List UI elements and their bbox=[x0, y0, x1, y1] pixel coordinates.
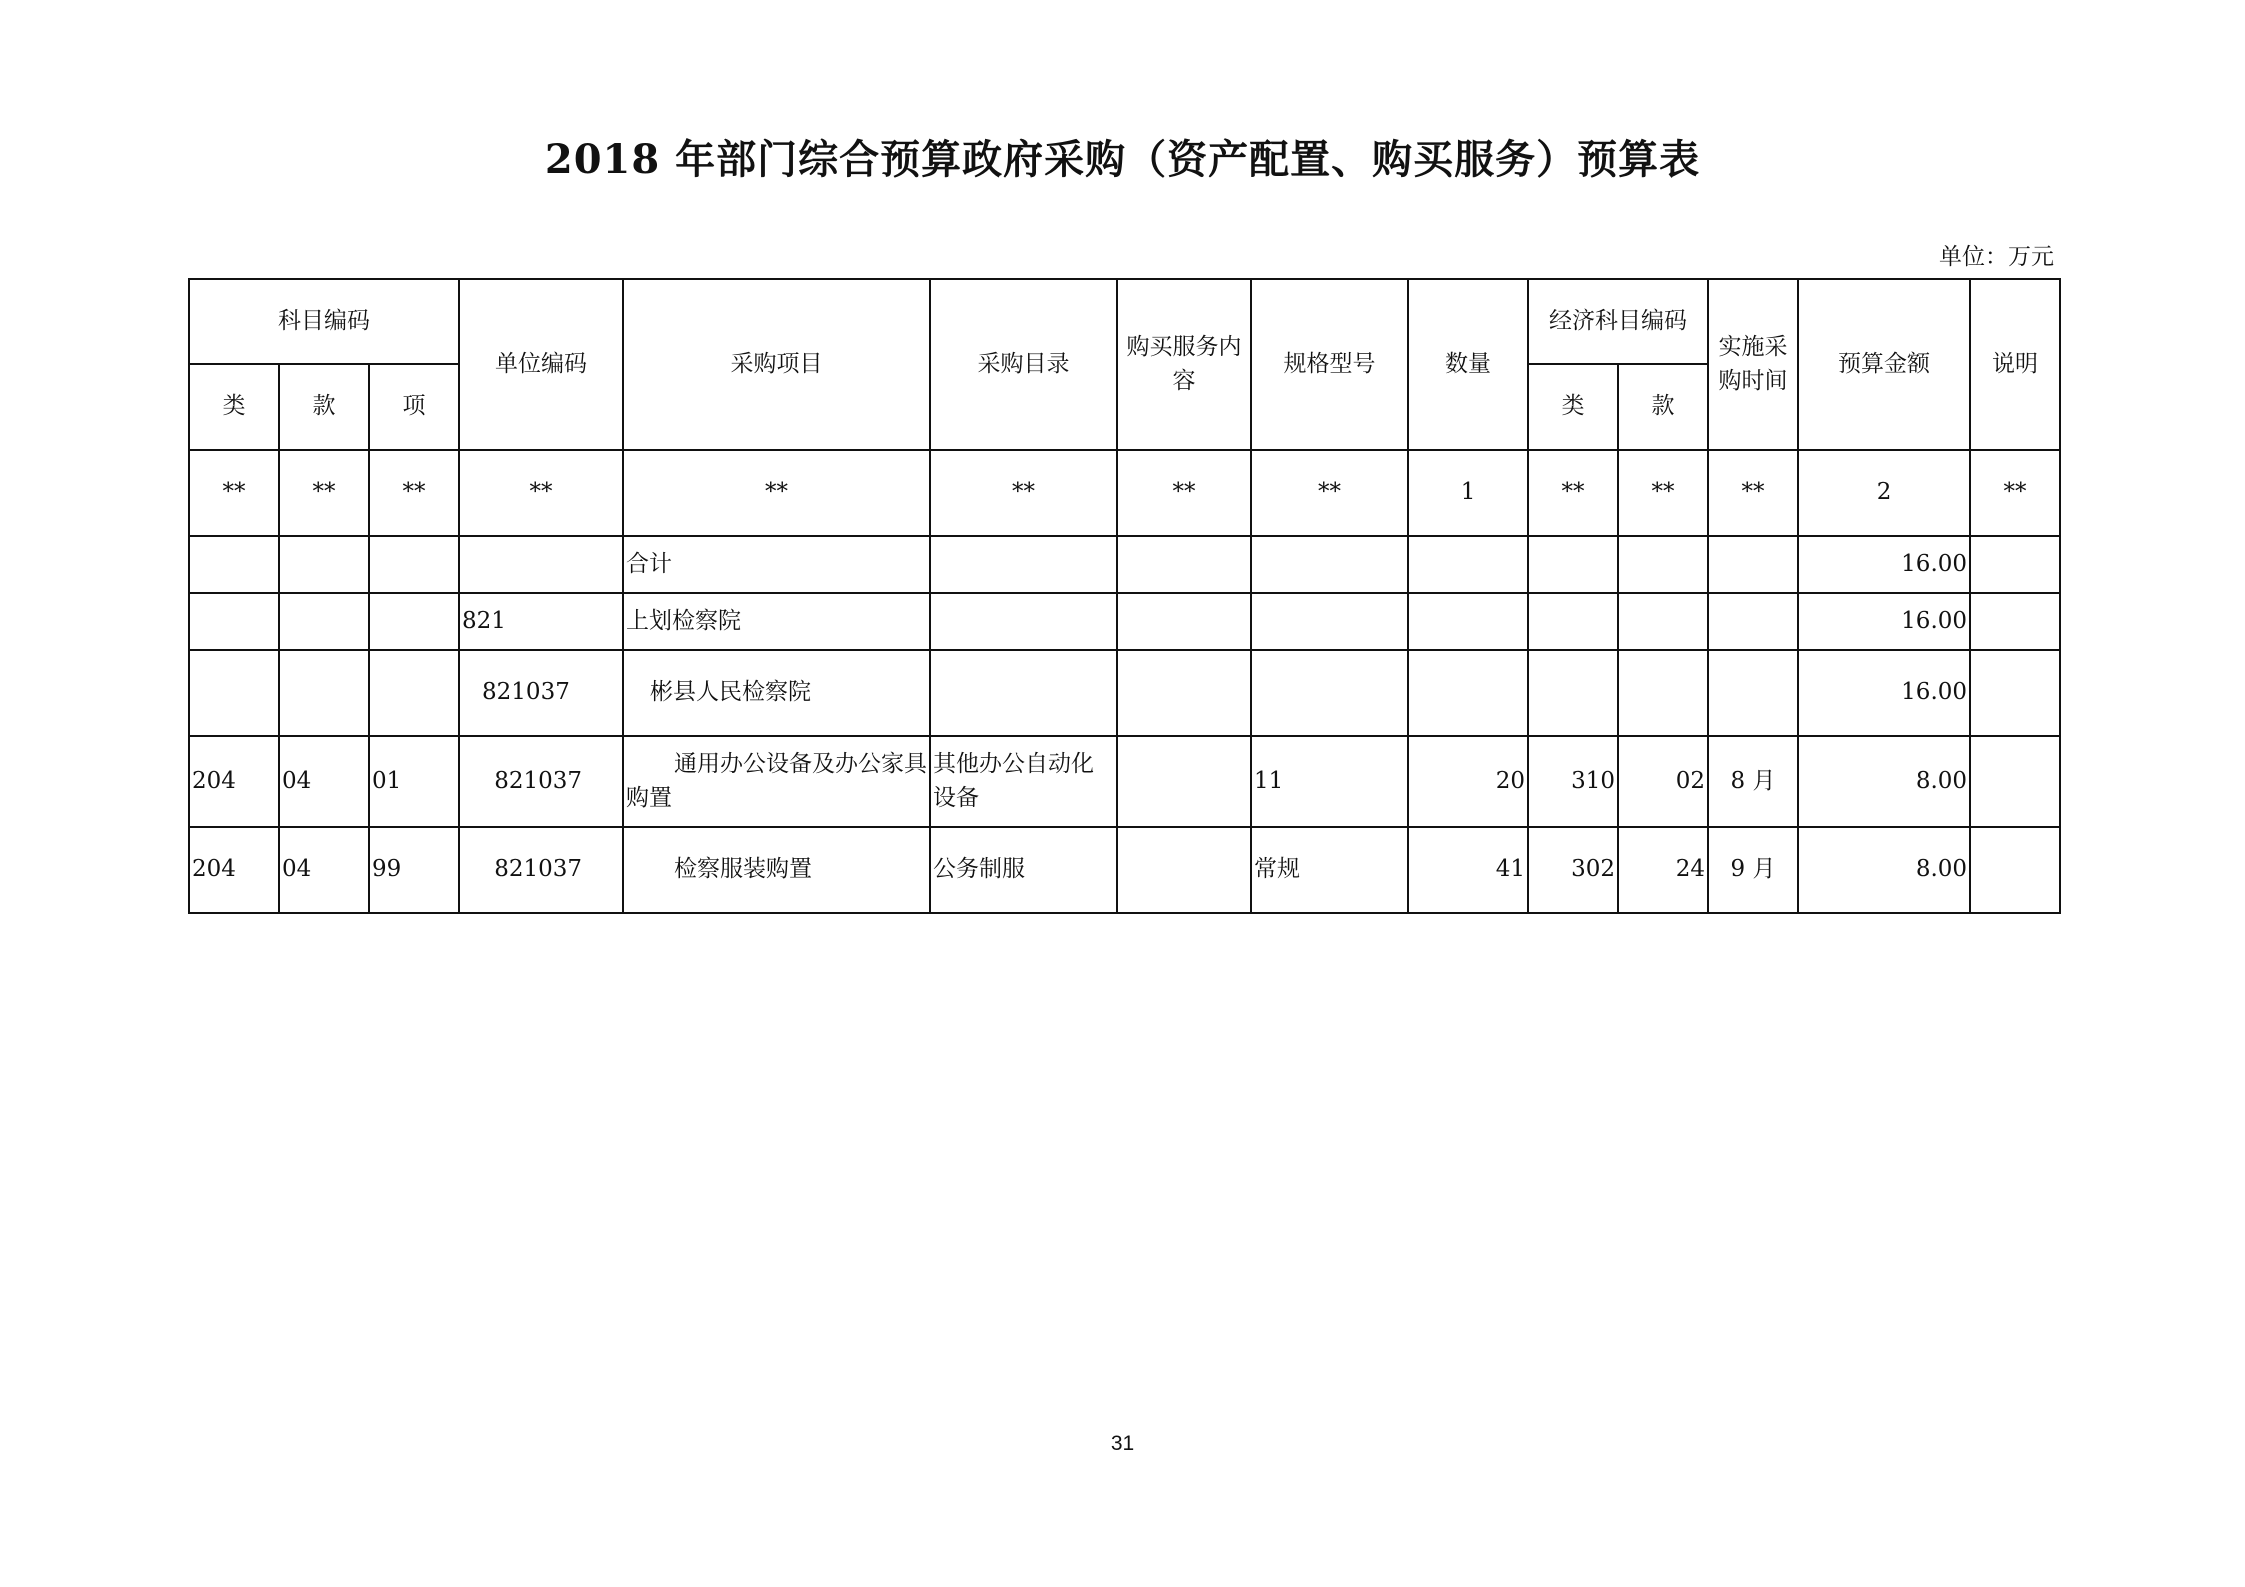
header-budget-amount: 预算金额 bbox=[1798, 279, 1970, 450]
cell-lei bbox=[189, 593, 279, 650]
marker-cell: ** bbox=[1251, 450, 1408, 536]
cell-amount: 8.00 bbox=[1798, 736, 1970, 827]
cell-econ-kuan: 02 bbox=[1618, 736, 1708, 827]
cell-kuan bbox=[279, 593, 369, 650]
marker-cell: 2 bbox=[1798, 450, 1970, 536]
marker-cell: ** bbox=[1708, 450, 1798, 536]
header-procurement-catalog: 采购目录 bbox=[930, 279, 1117, 450]
cell-econ-lei bbox=[1528, 536, 1618, 593]
cell-xiang bbox=[369, 650, 459, 736]
page-number: 31 bbox=[1110, 1432, 1135, 1455]
cell-catalog bbox=[930, 593, 1117, 650]
header-procurement-item: 采购项目 bbox=[623, 279, 930, 450]
table-row bbox=[189, 650, 2060, 736]
cell-kuan bbox=[279, 536, 369, 593]
cell-xiang bbox=[369, 536, 459, 593]
marker-cell: ** bbox=[189, 450, 279, 536]
header-spec-model: 规格型号 bbox=[1251, 279, 1408, 450]
header-impl-time: 实施采购时间 bbox=[1708, 279, 1798, 450]
cell-time bbox=[1708, 536, 1798, 593]
cell-service bbox=[1117, 593, 1251, 650]
cell-remark bbox=[1970, 650, 2060, 736]
cell-item: 彬县人民检察院 bbox=[623, 650, 930, 736]
cell-remark bbox=[1970, 736, 2060, 827]
marker-cell: ** bbox=[459, 450, 623, 536]
cell-econ-lei: 302 bbox=[1528, 827, 1618, 913]
cell-econ-lei bbox=[1528, 593, 1618, 650]
cell-amount: 16.00 bbox=[1798, 536, 1970, 593]
marker-cell: ** bbox=[623, 450, 930, 536]
cell-time bbox=[1708, 593, 1798, 650]
header-kuan: 款 bbox=[279, 364, 369, 450]
cell-time: 8 月 bbox=[1708, 736, 1798, 827]
cell-lei: 204 bbox=[189, 736, 279, 827]
cell-service bbox=[1117, 736, 1251, 827]
cell-amount: 16.00 bbox=[1798, 650, 1970, 736]
cell-unit-code: 821037 bbox=[459, 827, 623, 913]
marker-cell: ** bbox=[279, 450, 369, 536]
header-row-1 bbox=[189, 279, 2060, 364]
cell-econ-kuan bbox=[1618, 650, 1708, 736]
cell-remark bbox=[1970, 827, 2060, 913]
cell-xiang: 99 bbox=[369, 827, 459, 913]
table-row bbox=[189, 827, 2060, 913]
header-unit-code: 单位编码 bbox=[459, 279, 623, 450]
cell-lei: 204 bbox=[189, 827, 279, 913]
cell-unit-code: 821037 bbox=[459, 736, 623, 827]
cell-spec bbox=[1251, 650, 1408, 736]
cell-item: 合计 bbox=[623, 536, 930, 593]
header-lei: 类 bbox=[189, 364, 279, 450]
table-row bbox=[189, 536, 2060, 593]
header-subject-code: 科目编码 bbox=[189, 279, 459, 364]
cell-item bbox=[623, 736, 930, 827]
cell-spec: 11 bbox=[1251, 736, 1408, 827]
header-econ-code: 经济科目编码 bbox=[1528, 279, 1708, 364]
cell-unit-code: 821 bbox=[459, 593, 623, 650]
header-quantity: 数量 bbox=[1408, 279, 1528, 450]
table-row bbox=[189, 736, 2060, 827]
cell-catalog: 公务制服 bbox=[930, 827, 1117, 913]
cell-service bbox=[1117, 536, 1251, 593]
cell-qty bbox=[1408, 650, 1528, 736]
cell-catalog: 其他办公自动化设备 bbox=[930, 736, 1117, 827]
cell-qty: 20 bbox=[1408, 736, 1528, 827]
cell-time bbox=[1708, 650, 1798, 736]
marker-cell: ** bbox=[1618, 450, 1708, 536]
cell-unit-code: 821037 bbox=[459, 650, 623, 736]
marker-cell: 1 bbox=[1408, 450, 1528, 536]
header-xiang: 项 bbox=[369, 364, 459, 450]
cell-lei bbox=[189, 650, 279, 736]
cell-amount: 16.00 bbox=[1798, 593, 1970, 650]
header-service-content: 购买服务内容 bbox=[1117, 279, 1251, 450]
header-econ-lei: 类 bbox=[1528, 364, 1618, 450]
marker-cell: ** bbox=[930, 450, 1117, 536]
cell-item: 检察服装购置 bbox=[623, 827, 930, 913]
cell-catalog bbox=[930, 536, 1117, 593]
cell-item-text: 通用办公设备及办公家具购置 bbox=[626, 751, 928, 811]
marker-cell: ** bbox=[369, 450, 459, 536]
header-remark: 说明 bbox=[1970, 279, 2060, 450]
cell-qty bbox=[1408, 593, 1528, 650]
cell-catalog bbox=[930, 650, 1117, 736]
cell-spec: 常规 bbox=[1251, 827, 1408, 913]
cell-qty: 41 bbox=[1408, 827, 1528, 913]
cell-remark bbox=[1970, 593, 2060, 650]
cell-econ-lei: 310 bbox=[1528, 736, 1618, 827]
cell-qty bbox=[1408, 536, 1528, 593]
cell-service bbox=[1117, 827, 1251, 913]
cell-time: 9 月 bbox=[1708, 827, 1798, 913]
cell-amount: 8.00 bbox=[1798, 827, 1970, 913]
unit-label: 单位：万元 bbox=[1939, 244, 2054, 270]
cell-service bbox=[1117, 650, 1251, 736]
cell-spec bbox=[1251, 593, 1408, 650]
cell-unit-code bbox=[459, 536, 623, 593]
cell-kuan: 04 bbox=[279, 827, 369, 913]
header-econ-kuan: 款 bbox=[1618, 364, 1708, 450]
cell-kuan bbox=[279, 650, 369, 736]
cell-remark bbox=[1970, 536, 2060, 593]
cell-xiang: 01 bbox=[369, 736, 459, 827]
cell-econ-kuan bbox=[1618, 536, 1708, 593]
table-row bbox=[189, 593, 2060, 650]
page-title: 2018 年部门综合预算政府采购（资产配置、购买服务）预算表 bbox=[544, 136, 1701, 183]
cell-econ-lei bbox=[1528, 650, 1618, 736]
marker-cell: ** bbox=[1970, 450, 2060, 536]
procurement-budget-table bbox=[188, 278, 2061, 914]
cell-xiang bbox=[369, 593, 459, 650]
cell-econ-kuan bbox=[1618, 593, 1708, 650]
marker-cell: ** bbox=[1117, 450, 1251, 536]
cell-kuan: 04 bbox=[279, 736, 369, 827]
cell-item: 上划检察院 bbox=[623, 593, 930, 650]
cell-lei bbox=[189, 536, 279, 593]
marker-cell: ** bbox=[1528, 450, 1618, 536]
marker-row bbox=[189, 450, 2060, 536]
cell-spec bbox=[1251, 536, 1408, 593]
cell-econ-kuan: 24 bbox=[1618, 827, 1708, 913]
